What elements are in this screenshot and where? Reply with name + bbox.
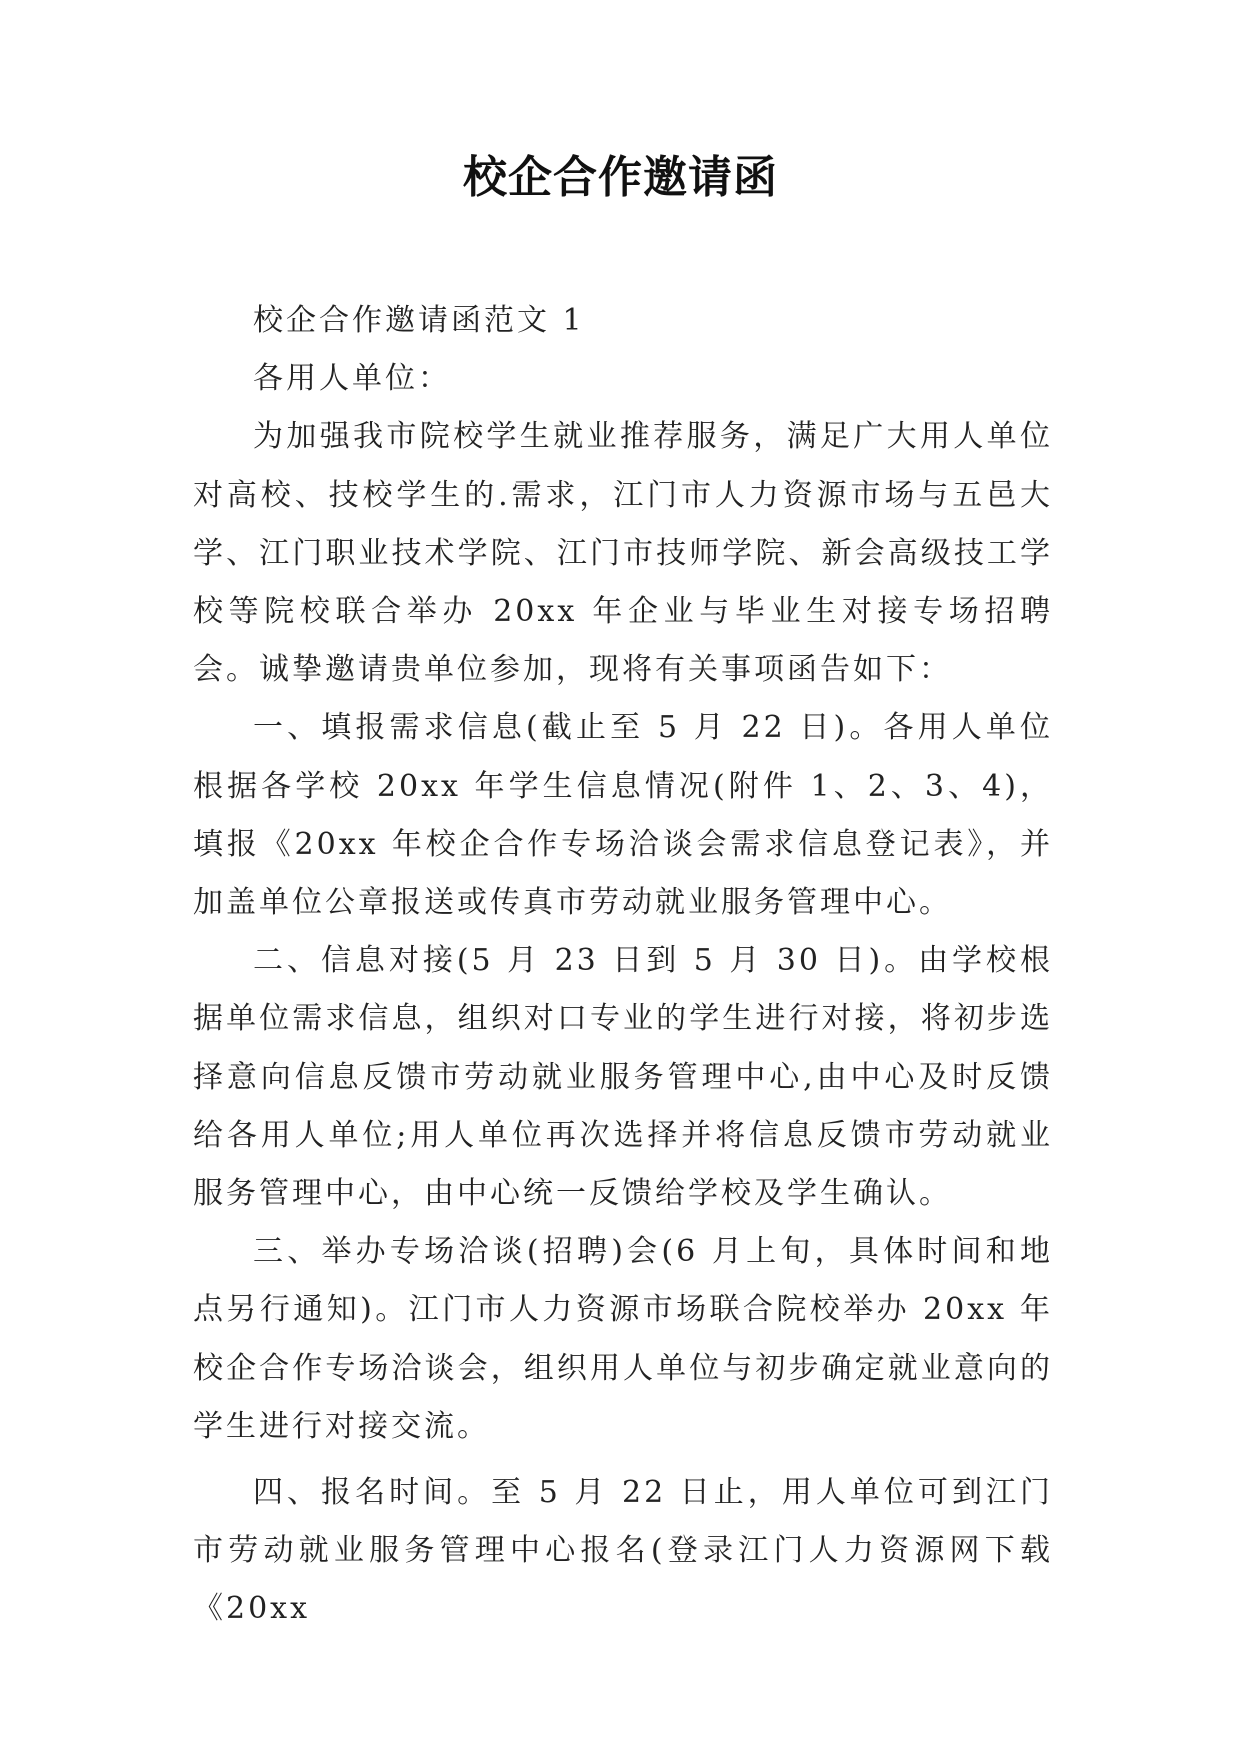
- document-body: [193, 292, 1053, 1639]
- paragraph-item-3: 三、举办专场洽谈(招聘)会(6 月上旬，具体时间和地点另行通知)。江门市人力资源市场联合院校举办 20xx 年校企合作专场洽谈会，组织用人单位与初步确定就业意向的学生进行对接交流。: [193, 1234, 1053, 1444]
- paragraph-sample-heading: 校企合作邀请函范文 1: [253, 303, 585, 338]
- paragraph-item-1: 一、填报需求信息(截止至 5 月 22 日)。各用人单位根据各学校 20xx 年学生信息情况(附件 1、2、3、4)，填报《20xx 年校企合作专场洽谈会需求信息登记表》，并加盖单位公章报送或传真市劳动就业服务管理中心。: [193, 710, 1053, 921]
- document-title: 校企合作邀请函: [463, 152, 778, 203]
- paragraph-intro: 为加强我市院校学生就业推荐服务，满足广大用人单位对高校、技校学生的.需求，江门市人力资源市场与五邑大学、江门职业技术学院、江门市技师学院、新会高级技工学校等院校联合举办 20xx 年企业与毕业生对接专场招聘会。诚挚邀请贵单位参加，现将有关事项函告如下：: [193, 419, 1053, 688]
- paragraph-item-4: 四、报名时间。至 5 月 22 日止，用人单位可到江门市劳动就业服务管理中心报名(登录江门人力资源网下载《20xx: [193, 1475, 1053, 1627]
- paragraph-item-2: 二、信息对接(5 月 23 日到 5 月 30 日)。由学校根据单位需求信息，组织对口专业的学生进行对接，将初步选择意向信息反馈市劳动就业服务管理中心,由中心及时反馈给各用人单位;用人单位再次选择并将信息反馈市劳动就业服务管理中心，由中心统一反馈给学校及学生确认。: [193, 943, 1053, 1212]
- paragraph-salutation: 各用人单位：: [253, 361, 451, 397]
